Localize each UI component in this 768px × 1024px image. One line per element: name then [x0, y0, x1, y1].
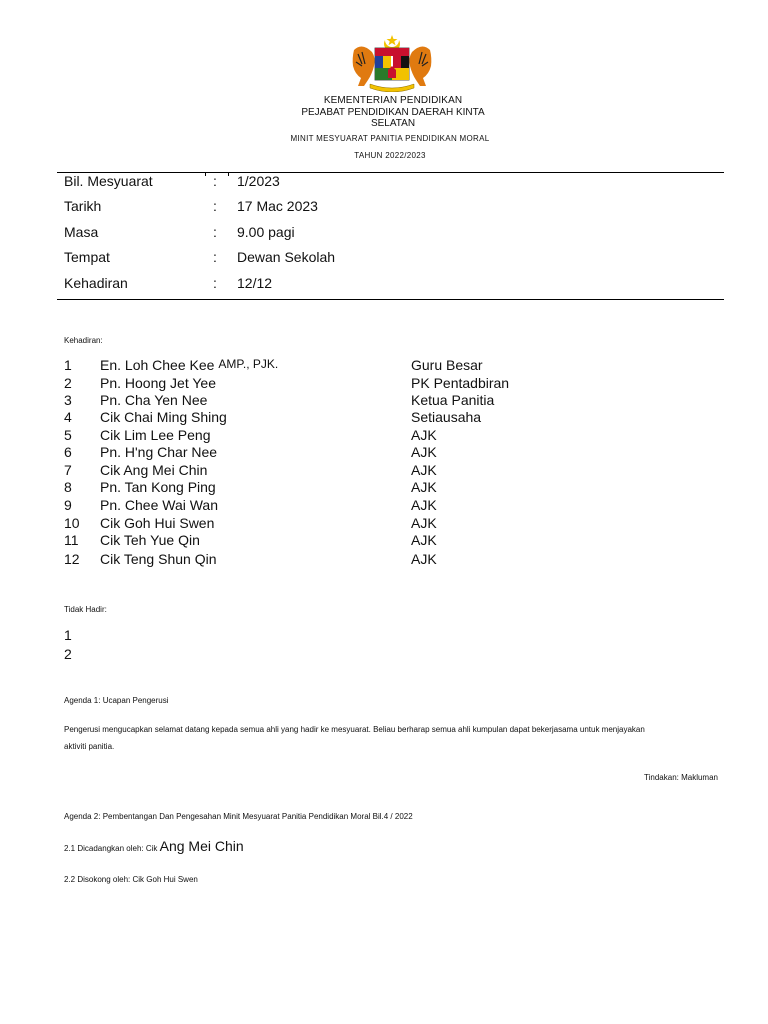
- attendance-no: 7: [64, 462, 72, 478]
- agenda2-item-seconded: 2.2 Disokong oleh: Cik Goh Hui Swen: [64, 875, 198, 884]
- attendance-role: AJK: [411, 479, 437, 495]
- attendance-no: 12: [64, 551, 80, 567]
- table-bottom-rule: [57, 299, 724, 300]
- attendance-no: 3: [64, 392, 72, 408]
- attendance-honorific: AMP., PJK.: [218, 357, 279, 371]
- info-label: Masa: [64, 224, 99, 240]
- attendance-no: 4: [64, 409, 72, 425]
- attendance-name: Cik Ang Mei Chin: [100, 462, 208, 478]
- info-label: Tempat: [64, 249, 110, 265]
- attendance-no: 1: [64, 357, 72, 373]
- absent-item: 2: [64, 646, 72, 662]
- info-value: Dewan Sekolah: [237, 249, 336, 265]
- attendance-no: 6: [64, 444, 72, 460]
- attendance-role: AJK: [411, 497, 437, 513]
- attendance-no: 9: [64, 497, 72, 513]
- attendance-no: 2: [64, 375, 72, 391]
- ministry-name: KEMENTERIAN PENDIDIKAN: [323, 95, 463, 106]
- absent-heading: Tidak Hadir:: [64, 605, 107, 614]
- info-value: 17 Mac 2023: [237, 198, 318, 214]
- table-divider: [228, 172, 229, 176]
- attendance-role: AJK: [411, 462, 437, 478]
- info-value: 12/12: [237, 275, 273, 291]
- attendance-name: Pn. H'ng Char Nee: [100, 444, 218, 460]
- agenda2-heading: Agenda 2: Pembentangan Dan Pengesahan Minit Mesyuarat Panitia Pendidikan Moral Bil.4 / 2022: [64, 812, 413, 821]
- proposed-by-name: Ang Mei Chin: [159, 838, 244, 854]
- attendance-role: Ketua Panitia: [411, 392, 495, 408]
- attendance-name: Cik Teh Yue Qin: [100, 532, 200, 548]
- attendance-no: 10: [64, 515, 80, 531]
- attendance-heading: Kehadiran:: [64, 336, 103, 345]
- letterhead: [282, 34, 504, 129]
- document-year: TAHUN 2022/2023: [354, 151, 426, 160]
- agenda1-action: Tindakan: Makluman: [644, 773, 718, 782]
- agenda2-item-proposed: [64, 838, 244, 854]
- table-divider: [205, 172, 206, 176]
- document-title: MINIT MESYUARAT PANITIA PENDIDIKAN MORAL: [290, 134, 490, 143]
- attendance-name: Cik Teng Shun Qin: [100, 551, 217, 567]
- info-colon: :: [213, 173, 217, 189]
- attendance-role: PK Pentadbiran: [411, 375, 510, 391]
- info-colon: :: [213, 224, 217, 240]
- attendance-role: AJK: [411, 515, 437, 531]
- info-label: Tarikh: [64, 198, 102, 214]
- attendance-no: 5: [64, 427, 72, 443]
- attendance-no: 8: [64, 479, 72, 495]
- agenda1-line: Pengerusi mengucapkan selamat datang kepada semua ahli yang hadir ke mesyuarat. Beliau berharap semua ahli kumpulan dapat bekerjasama untuk menjayakan: [64, 725, 645, 734]
- attendance-name: Cik Chai Ming Shing: [100, 409, 227, 425]
- district-office-name: PEJABAT PENDIDIKAN DAERAH KINTA SELATAN: [301, 107, 485, 129]
- attendance-name: Cik Goh Hui Swen: [100, 515, 215, 531]
- info-label: Kehadiran: [64, 275, 128, 291]
- info-colon: :: [213, 198, 217, 214]
- attendance-role: AJK: [411, 427, 437, 443]
- attendance-name: Cik Lim Lee Peng: [100, 427, 211, 443]
- agenda1-line: aktiviti panitia.: [64, 742, 115, 751]
- attendance-name: Pn. Hoong Jet Yee: [100, 375, 216, 391]
- agenda1-heading: Agenda 1: Ucapan Pengerusi: [64, 696, 169, 705]
- attendance-role: AJK: [411, 444, 437, 460]
- attendance-role: AJK: [411, 551, 437, 567]
- info-colon: :: [213, 275, 217, 291]
- attendance-name: Pn. Cha Yen Nee: [100, 392, 208, 408]
- attendance-name: Pn. Tan Kong Ping: [100, 479, 216, 495]
- attendance-no: 11: [64, 532, 79, 548]
- attendance-name: En. Loh Chee Kee AMP., PJK.: [100, 357, 279, 373]
- info-colon: :: [213, 249, 217, 265]
- attendance-name: Pn. Chee Wai Wan: [100, 497, 219, 513]
- attendance-role: Guru Besar: [411, 357, 483, 373]
- info-label: Bil. Mesyuarat: [64, 173, 153, 189]
- proposed-by-label: 2.1 Dicadangkan oleh: Cik: [64, 844, 158, 853]
- info-value: 9.00 pagi: [237, 224, 295, 240]
- attendance-role: Setiausaha: [411, 409, 482, 425]
- agenda1-paragraph: [64, 721, 724, 755]
- attendance-role: AJK: [411, 532, 437, 548]
- info-value: 1/2023: [237, 173, 280, 189]
- coat-of-arms-icon: [342, 34, 442, 92]
- absent-item: 1: [64, 627, 72, 643]
